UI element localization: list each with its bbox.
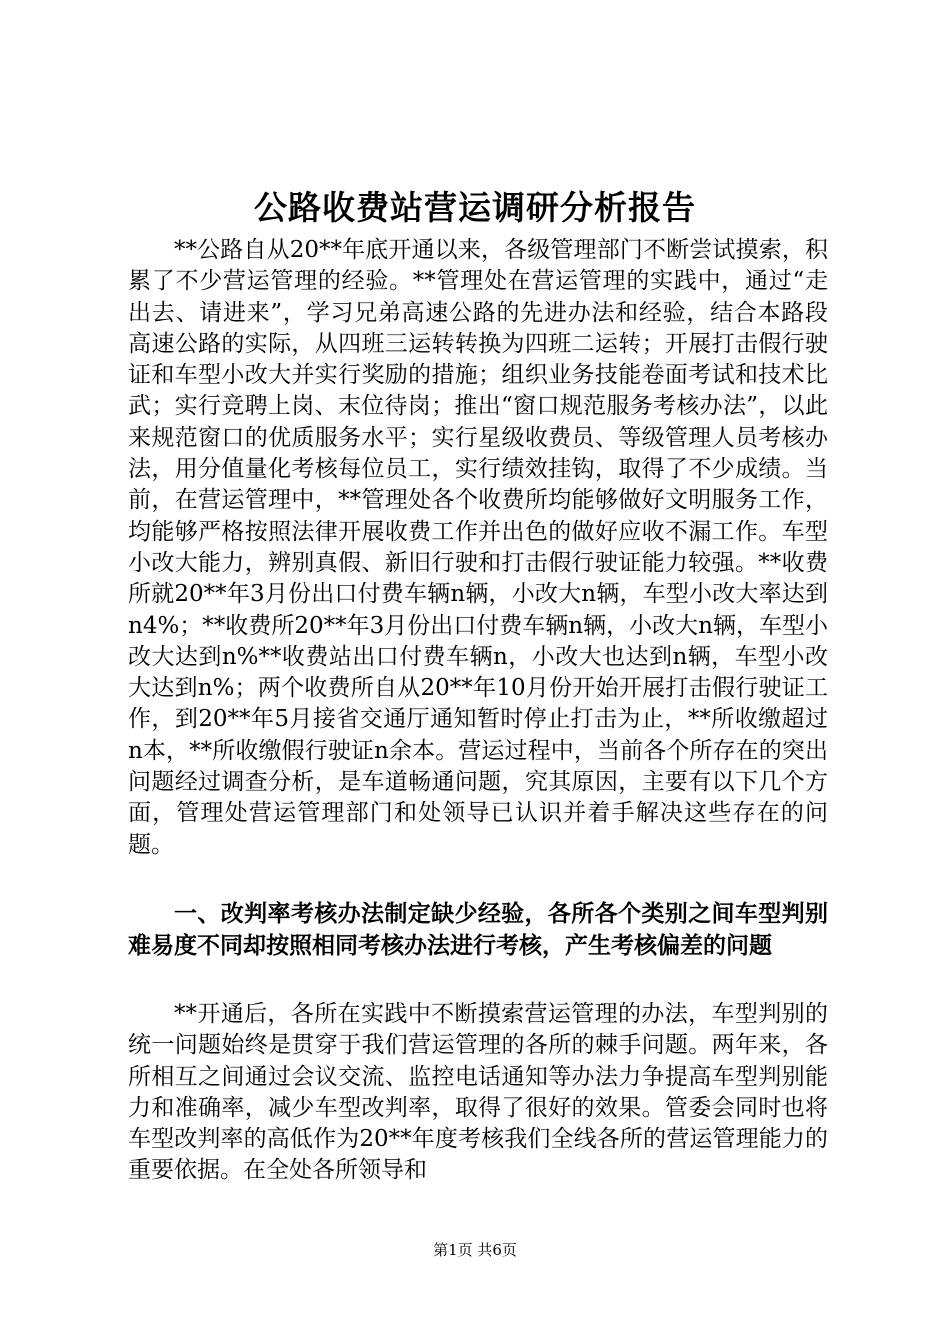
intro-paragraph: **公路自从20**年底开通以来，各级管理部门不断尝试摸索，积累了不少营运管理的经验。**管理处在营运管理的实践中，通过“走出去、请进来”，学习兄弟高速公路的先进办法和经验，结合本路段高速公路的实际，从四班三运转转换为四班二运转；开展打击假行驶证和车型小改大并实行奖励的措施；组织业务技能卷面考试和技术比武；实行竞聘上岗、末位待岗；推出“窗口规范服务考核办法”，以此来规范窗口的优质服务水平；实行星级收费员、等级管理人员考核办法，用分值量化考核每位员工，实行绩效挂钩，取得了不少成绩。当前，在营运管理中，**管理处各个收费所均能够做好文明服务工作，均能够严格按照法律开展收费工作并出色的做好应收不漏工作。车型小改大能力，辨别真假、新旧行驶和打击假行驶证能力较强。**收费所就20**年3月份出口付费车辆n辆，小改大n辆，车型小改大率达到n4%；**收费所20**年3月份出口付费车辆n辆，小改大n辆，车型小改大达到n%**收费站出口付费车辆n，小改大也达到n辆，车型小改大达到n%；两个收费所自从20**年10月份开始开展打击假行驶证工作，到20**年5月接省交通厅通知暂时停止打击为止，**所收缴超过n本，**所收缴假行驶证n余本。营运过程中，当前各个所存在的突出问题经过调查分析，是车道畅通问题，究其原因，主要有以下几个方面，管理处营运管理部门和处领导已认识并着手解决这些存在的问题。: [128, 237, 828, 858]
section-1-paragraph: **开通后，各所在实践中不断摸索营运管理的办法，车型判别的统一问题始终是贯穿于我们营运管理的各所的棘手问题。两年来，各所相互之间通过会议交流、监控电话通知等办法力争提高车型判别能力和准确率，减少车型改判率，取得了很好的效果。管委会同时也将车型改判率的高低作为20**年度考核我们全线各所的营运管理能力的重要依据。在全处各所领导和: [128, 1001, 828, 1184]
document-title: 公路收费站营运调研分析报告: [254, 188, 696, 227]
section-heading-1: 一、改判率考核办法制定缺少经验，各所各个类别之间车型判别难易度不同却按照相同考核办法进行考核，产生考核偏差的问题: [128, 901, 828, 959]
page-number-footer: 第1页 共6页: [433, 1241, 517, 1259]
